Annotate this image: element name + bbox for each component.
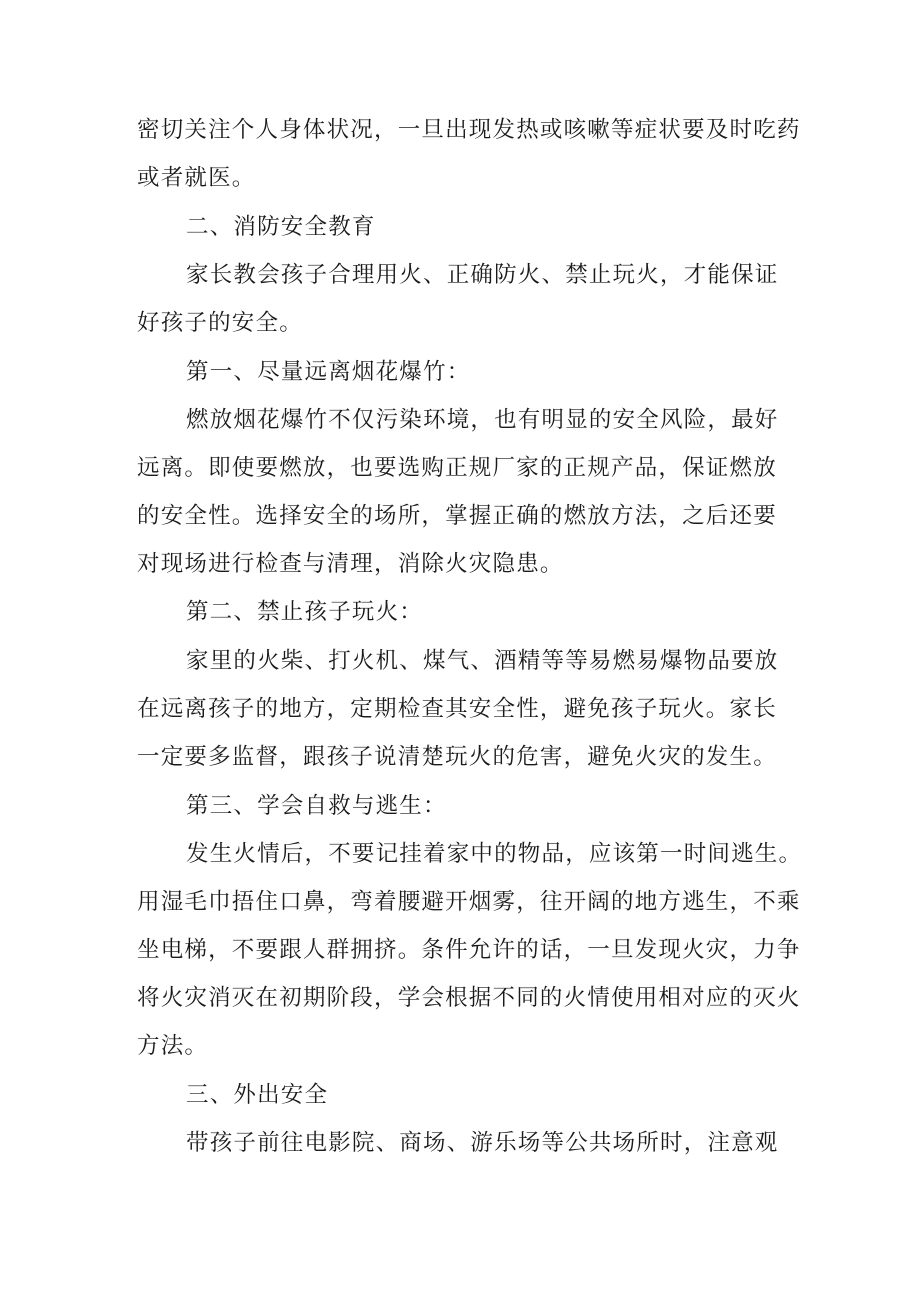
text-line-4: 家长教会孩子合理用火、正确防火、禁止玩火，才能保证	[186, 262, 779, 288]
text-line-20: 方法。	[137, 1033, 209, 1059]
subheading-fireworks: 第一、尽量远离烟花爆竹：	[186, 359, 471, 385]
section-heading-fire-safety: 二、消防安全教育	[186, 214, 376, 240]
text-line-10: 对现场进行检查与清理，消除火灾隐患。	[137, 551, 564, 577]
text-line-9: 的安全性。选择安全的场所，掌握正确的燃放方法，之后还要	[137, 503, 777, 529]
text-line-19: 将火灾消灭在初期阶段，学会根据不同的火情使用相对应的灭火	[137, 985, 801, 1011]
subheading-self-rescue: 第三、学会自救与逃生：	[186, 793, 447, 819]
text-line-12: 家里的火柴、打火机、煤气、酒精等等易燃易爆物品要放	[186, 648, 779, 674]
subheading-no-playing-fire: 第二、禁止孩子玩火：	[186, 599, 424, 625]
text-line-5: 好孩子的安全。	[137, 310, 303, 336]
text-line-17: 用湿毛巾捂住口鼻，弯着腰避开烟雾，往开阔的地方逃生，不乘	[137, 889, 801, 915]
text-line-22: 带孩子前往电影院、商场、游乐场等公共场所时，注意观	[186, 1130, 779, 1156]
text-line-14: 一定要多监督，跟孩子说清楚玩火的危害，避免火灾的发生。	[137, 744, 777, 770]
text-line-8: 远离。即使要燃放，也要选购正规厂家的正规产品，保证燃放	[137, 455, 777, 481]
text-line-7: 燃放烟花爆竹不仅污染环境，也有明显的安全风险，最好	[186, 407, 779, 433]
text-line-18: 坐电梯，不要跟人群拥挤。条件允许的话，一旦发现火灾，力争	[137, 937, 801, 963]
text-line-16: 发生火情后，不要记挂着家中的物品，应该第一时间逃生。	[186, 841, 803, 867]
text-line-1: 密切关注个人身体状况，一旦出现发热或咳嗽等症状要及时吃药	[137, 117, 801, 143]
text-line-2: 或者就医。	[137, 165, 256, 191]
text-line-13: 在远离孩子的地方，定期检查其安全性，避免孩子玩火。家长	[137, 696, 777, 722]
section-heading-outing-safety: 三、外出安全	[186, 1082, 329, 1108]
